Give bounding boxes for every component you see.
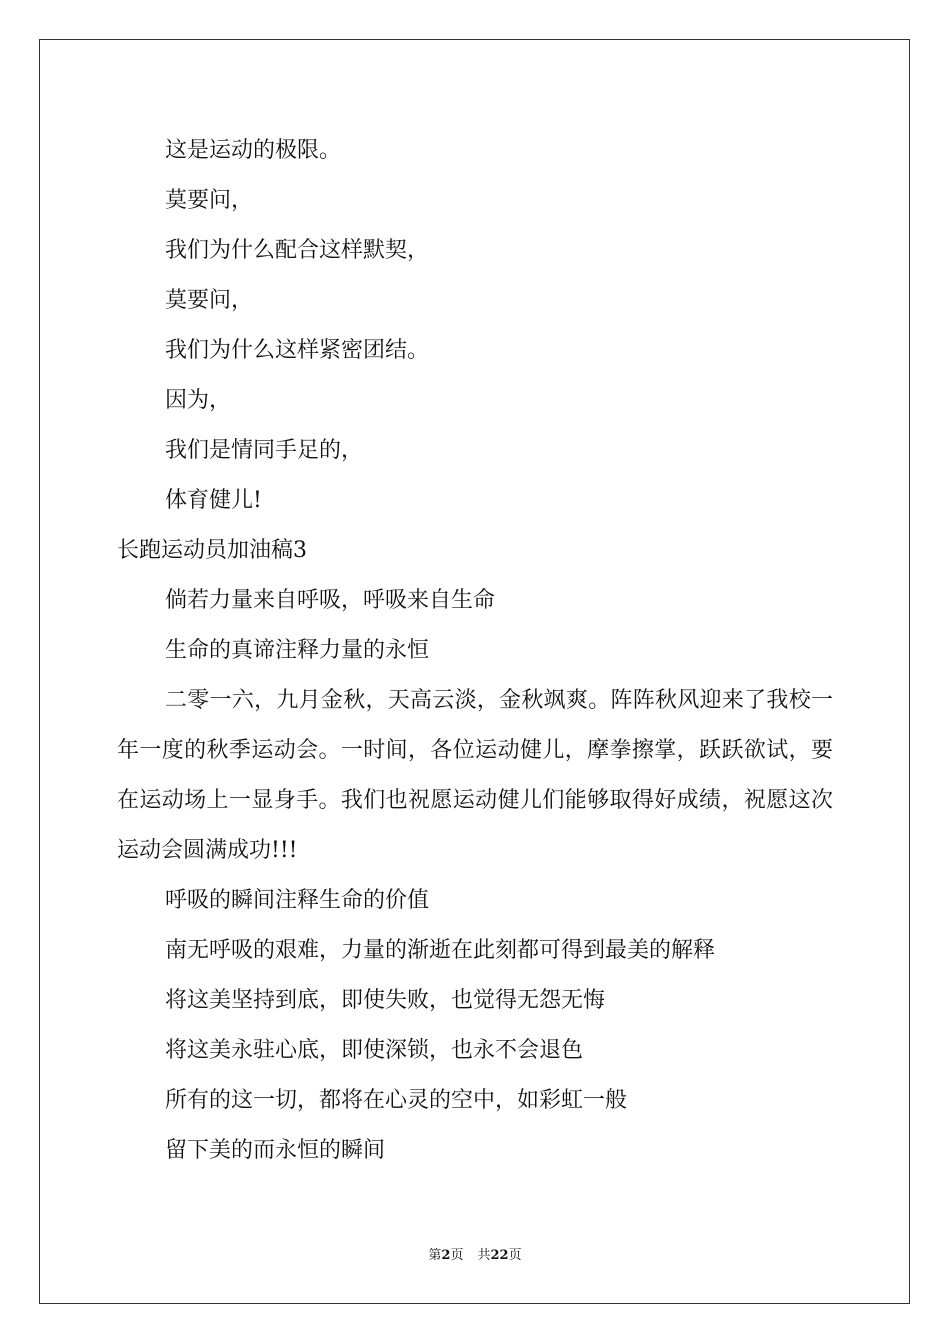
text-line: 将这美坚持到底，即使失败，也觉得无怨无悔 — [165, 988, 606, 1013]
footer-page-suffix: 页 — [450, 1248, 464, 1263]
text-line: 呼吸的瞬间注释生命的价值 — [165, 888, 430, 913]
text-line: 我们是情同手足的， — [165, 438, 364, 463]
text-line: 体育健儿! — [165, 488, 262, 513]
text-line: 莫要问， — [165, 188, 254, 213]
text-line: 生命的真谛注释力量的永恒 — [165, 638, 430, 663]
footer-total-prefix: 共 — [477, 1248, 491, 1263]
text-line: 所有的这一切，都将在心灵的空中，如彩虹一般 — [165, 1088, 628, 1113]
footer-page-prefix: 第 — [428, 1248, 442, 1263]
text-line: 留下美的而永恒的瞬间 — [165, 1138, 386, 1163]
footer-total-pages: 22 — [490, 1248, 509, 1263]
footer-total-suffix: 页 — [508, 1248, 522, 1263]
text-line: 倘若力量来自呼吸，呼吸来自生命 — [165, 588, 496, 613]
text-line: 南无呼吸的艰难，力量的渐逝在此刻都可得到最美的解释 — [165, 938, 716, 963]
body-paragraph: 二零一六，九月金秋，天高云淡，金秋飒爽。阵阵秋风迎来了我校一年一度的秋季运动会。一时间，各位运动健儿，摩拳擦掌，跃跃欲试，要在运动场上一显身手。我们也祝愿运动健儿们能够取得好成绩，祝愿这次运动会圆满成功!!! — [117, 688, 833, 863]
text-line: 莫要问， — [165, 288, 254, 313]
text-line: 将这美永驻心底，即使深锁，也永不会退色 — [165, 1038, 584, 1063]
page-footer — [0, 1246, 950, 1266]
text-line: 我们为什么这样紧密团结。 — [165, 338, 430, 363]
text-line: 我们为什么配合这样默契， — [165, 238, 430, 263]
footer-page-number: 2 — [441, 1248, 451, 1263]
text-line: 这是运动的极限。 — [165, 138, 342, 163]
document-body — [117, 126, 833, 1176]
text-line: 因为， — [165, 388, 232, 413]
section-heading: 长跑运动员加油稿3 — [117, 538, 307, 563]
